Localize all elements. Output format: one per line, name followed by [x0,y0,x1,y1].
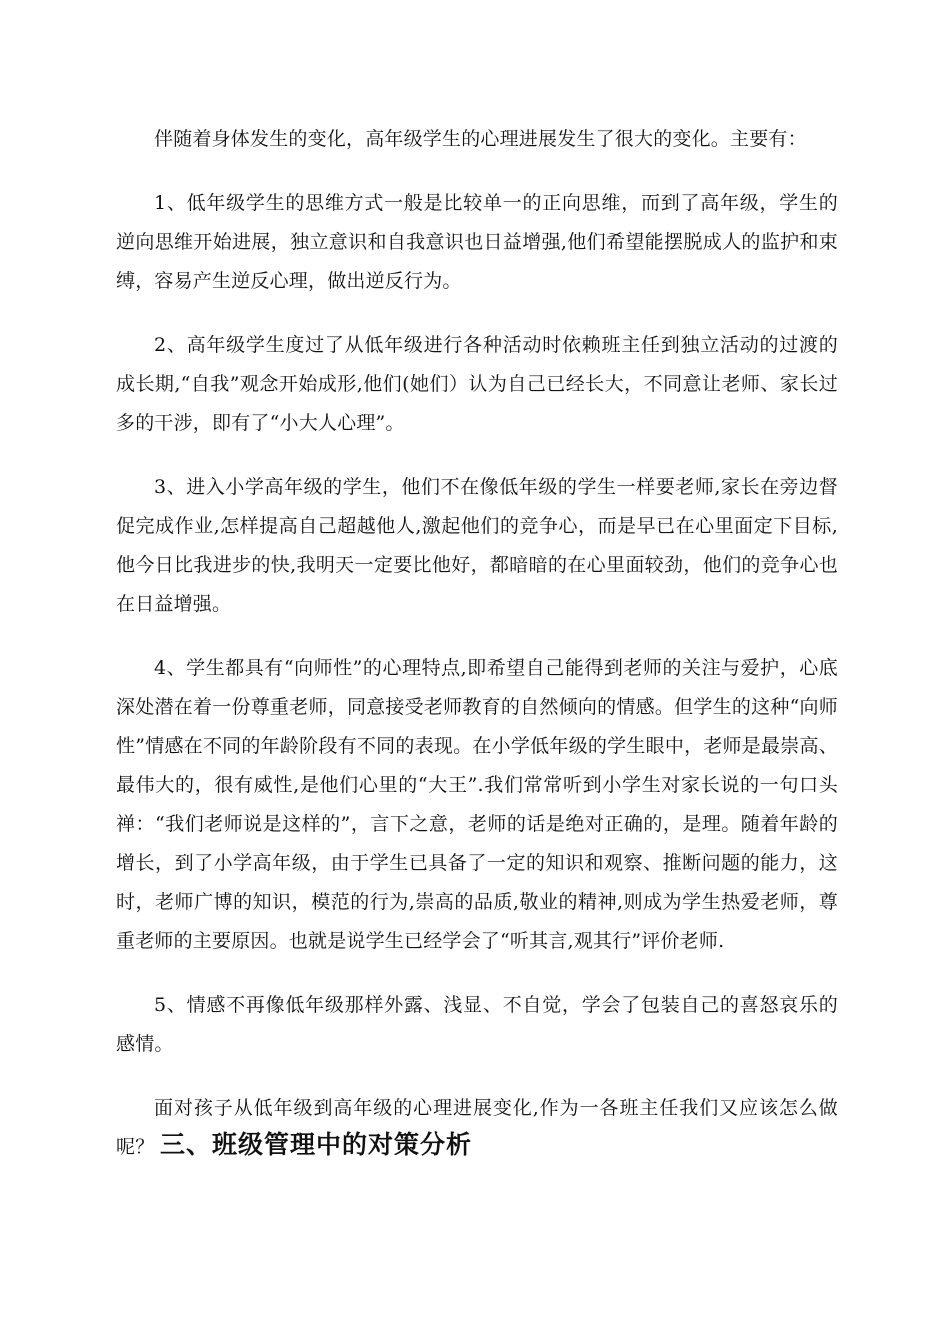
paragraph-point-2: 2、高年级学生度过了从低年级进行各种活动时依赖班主任到独立活动的过渡的成长期,“自我”观念开始成形,他们(她们）认为自己已经长大，不同意让老师、家长过多的干涉，即有了“小大人心理”。 [116,334,838,434]
document-body [116,120,838,1192]
paragraph-question: 面对孩子从低年级到高年级的心理进展变化,作为一各班主任我们又应该怎么做呢？ [116,1097,838,1158]
section-heading: 三、班级管理中的对策分析 [160,1130,473,1159]
paragraph-point-4: 4、学生都具有“向师性”的心理特点,即希望自己能得到老师的关注与爱护，心底深处潜在着一份尊重老师，同意接受老师教育的自然倾向的情感。但学生的这种“向师性”情感在不同的年龄阶段有不同的表现。在小学低年级的学生眼中，老师是最崇高、最伟大的，很有威性,是他们心里的“大王”.我们常常听到小学生对家长说的一句口头禅：“我们老师说是这样的”，言下之意，老师的话是绝对正确的，是理。随着年龄的增长，到了小学高年级，由于学生已具备了一定的知识和观察、推断问题的能力，这时，老师广博的知识，模范的行为,崇高的品质,敬业的精神,则成为学生热爱老师，尊重老师的主要原因。也就是说学生已经学会了“听其言,观其行”评价老师. [116,657,838,952]
paragraph-point-3: 3、进入小学高年级的学生，他们不在像低年级的学生一样要老师,家长在旁边督促完成作业,怎样提高自己超越他人,激起他们的竞争心，而是早已在心里面定下目标,他今日比我进步的快,我明天一定要比他好，都暗暗的在心里面较劲，他们的竞争心也在日益增强。 [116,476,838,615]
paragraph-intro: 伴随着身体发生的变化，高年级学生的心理进展发生了很大的变化。主要有： [154,128,807,150]
paragraph-point-1: 1、低年级学生的思维方式一般是比较单一的正向思维，而到了高年级，学生的逆向思维开始进展，独立意识和自我意识也日益增强,他们希望能摆脱成人的监护和束缚，容易产生逆反心理，做出逆反行为。 [116,192,838,292]
paragraph-point-5: 5、情感不再像低年级那样外露、浅显、不自觉，学会了包装自己的喜怒哀乐的感情。 [116,994,838,1055]
